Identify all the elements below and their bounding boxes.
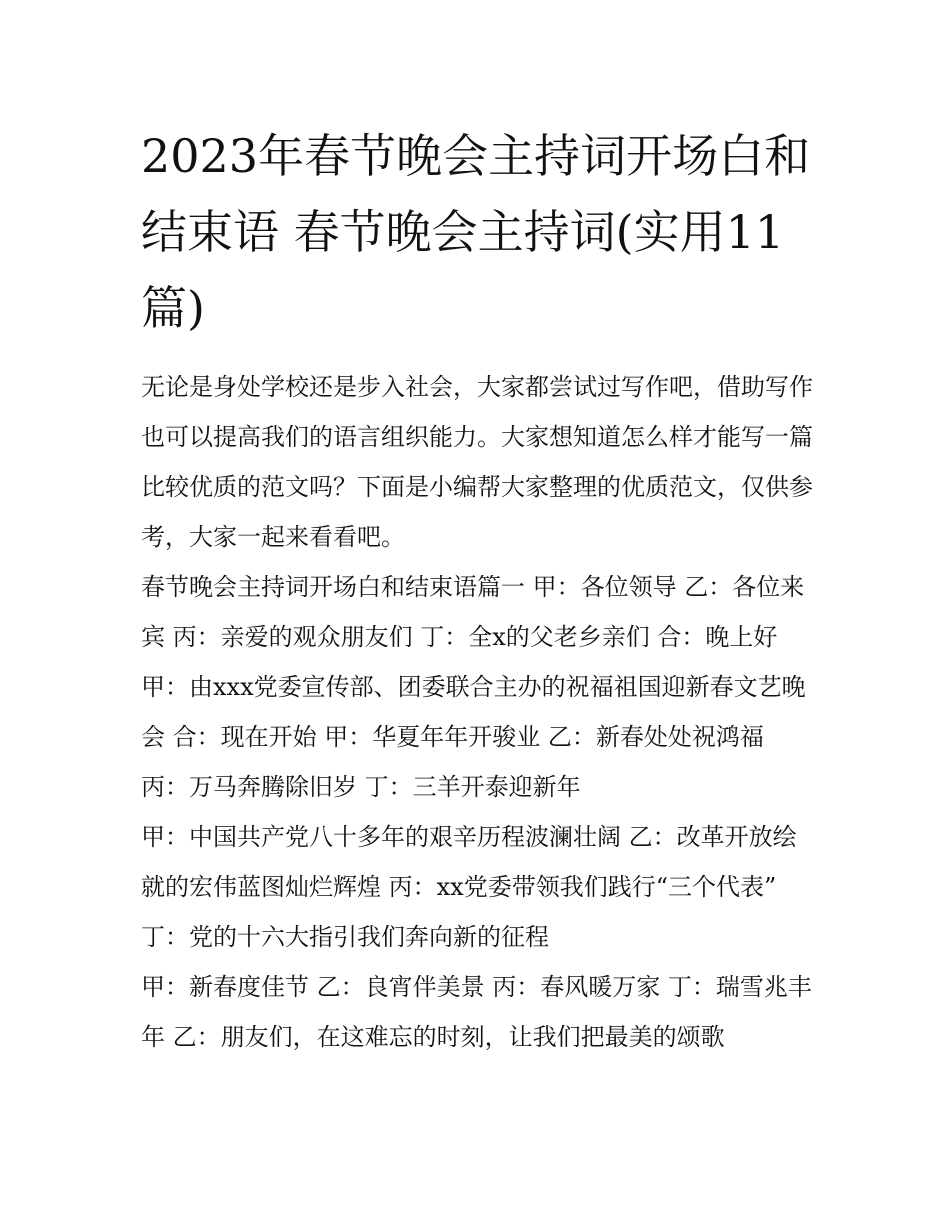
document-page	[141, 118, 813, 1062]
host-script-paragraph: 甲：由xxx党委宣传部、团委联合主办的祝福祖国迎新春文艺晚会 合：现在开始 甲：华夏年年开骏业 乙：新春处处祝鸿福 丙：万马奔腾除旧岁 丁：三羊开泰迎新年	[141, 673, 806, 801]
intro-paragraph: 无论是身处学校还是步入社会，大家都尝试过写作吧，借助写作也可以提高我们的语言组织能力。大家想知道怎么样才能写一篇比较优质的范文吗？下面是小编帮大家整理的优质范文，仅供参考，大家一起来看看吧。	[141, 373, 813, 551]
host-script-paragraph: 春节晚会主持词开场白和结束语篇一 甲：各位领导 乙：各位来宾 丙：亲爱的观众朋友们 丁：全x的父老乡亲们 合：晚上好	[141, 573, 805, 651]
document-title: 2023年春节晚会主持词开场白和结束语 春节晚会主持词(实用11篇)	[141, 129, 811, 335]
host-script-paragraph: 甲：中国共产党八十多年的艰辛历程波澜壮阔 乙：改革开放绘就的宏伟蓝图灿烂辉煌 丙：xx党委带领我们践行“三个代表” 丁：党的十六大指引我们奔向新的征程	[141, 823, 797, 951]
host-script-paragraph: 甲：新春度佳节 乙：良宵伴美景 丙：春风暖万家 丁：瑞雪兆丰年 乙：朋友们，在这难忘的时刻，让我们把最美的颂歌	[141, 973, 812, 1051]
